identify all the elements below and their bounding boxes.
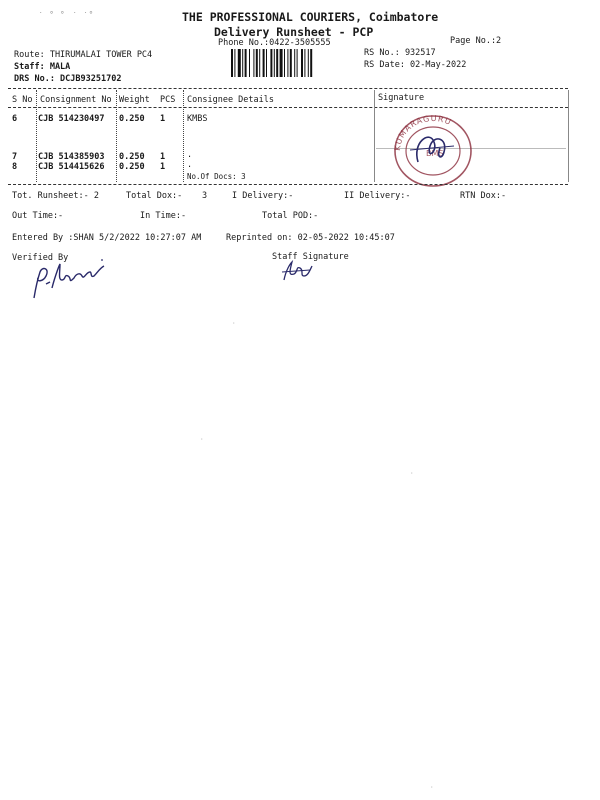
table-row-weight: 0.250 [119,114,145,124]
in-time: In Time:- [140,211,187,221]
total-pod: Total POD:- [262,211,319,221]
table-right-edge [568,90,569,182]
table-row-pcs: 1 [160,152,166,162]
entered-by: Entered By :SHAN 5/2/2022 10:27:07 AM [12,233,202,243]
table-row-consignee: KMBS [187,114,208,124]
out-time: Out Time:- [12,211,64,221]
scan-speck: · [430,784,434,791]
col-signature-header: Signature [378,93,425,103]
stamp-outer-text: KUMARAGURU [392,113,454,152]
table-row-pcs: 1 [160,162,166,172]
table-row-consignment: CJB 514385903 [38,152,105,162]
table-row-weight: 0.250 [119,162,145,172]
col-consignment-header: Consignment No [40,95,112,105]
scan-speck: · [232,320,236,327]
signature-column-divider [374,90,375,182]
total-runsheet: Tot. Runsheet:- 2 [12,191,99,201]
scan-smudge: ˙ ˙˚ [72,12,94,22]
column-divider [183,90,184,182]
column-divider [116,90,117,182]
table-row-consignment: CJB 514230497 [38,114,105,124]
total-dox-value: 3 [202,191,208,201]
page-number: Page No.:2 [450,36,502,46]
scan-smudge: ˙ ˚ ˚ [38,12,66,22]
table-top-rule [8,88,568,89]
rs-date: RS Date: 02-May-2022 [364,60,467,70]
staff-label: Staff: MALA [14,62,71,72]
delivery-stamp [390,112,476,190]
route-label: Route: THIRUMALAI TOWER PC4 [14,50,153,60]
first-delivery: I Delivery:- [232,191,294,201]
verifier-signature [28,254,114,304]
table-row-sno: 6 [12,114,18,124]
column-divider [36,90,37,182]
rs-number: RS No.: 932517 [364,48,436,58]
second-delivery: II Delivery:- [344,191,411,201]
table-row-pcs: 1 [160,114,166,124]
barcode [231,49,351,77]
col-sno-header: S No [12,95,33,105]
total-dox-label: Total Dox:- [126,191,183,201]
reprinted-on: Reprinted on: 02-05-2022 10:45:07 [226,233,395,243]
phone-number: Phone No.:0422-3505555 [218,38,331,48]
table-row-consignee: . [187,150,193,160]
table-header-rule [8,107,568,108]
scan-speck: · [200,436,204,443]
staff-signature-label: Staff Signature [272,252,349,262]
drs-number: DRS No.: DCJB93251702 [14,74,122,84]
company-title: THE PROFESSIONAL COURIERS, Coimbatore [182,10,439,24]
table-row-weight: 0.250 [119,152,145,162]
col-pcs-header: PCS [160,95,176,105]
table-row-consignee: . [187,160,193,170]
col-consignee-header: Consignee Details [187,95,274,105]
stamp-inner-text: BMS [426,149,444,158]
scan-speck: · [410,470,414,477]
staff-signature [280,260,316,284]
table-row-sno: 8 [12,162,18,172]
no-of-docs: No.Of Docs: 3 [187,172,246,181]
table-row-consignment: CJB 514415626 [38,162,105,172]
return-dox: RTN Dox:- [460,191,507,201]
verified-by-label: Verified By [12,253,69,263]
totals-top-rule [8,184,568,185]
document-title: Delivery Runsheet - PCP [214,25,374,39]
col-weight-header: Weight [119,95,150,105]
table-row-sno: 7 [12,152,18,162]
